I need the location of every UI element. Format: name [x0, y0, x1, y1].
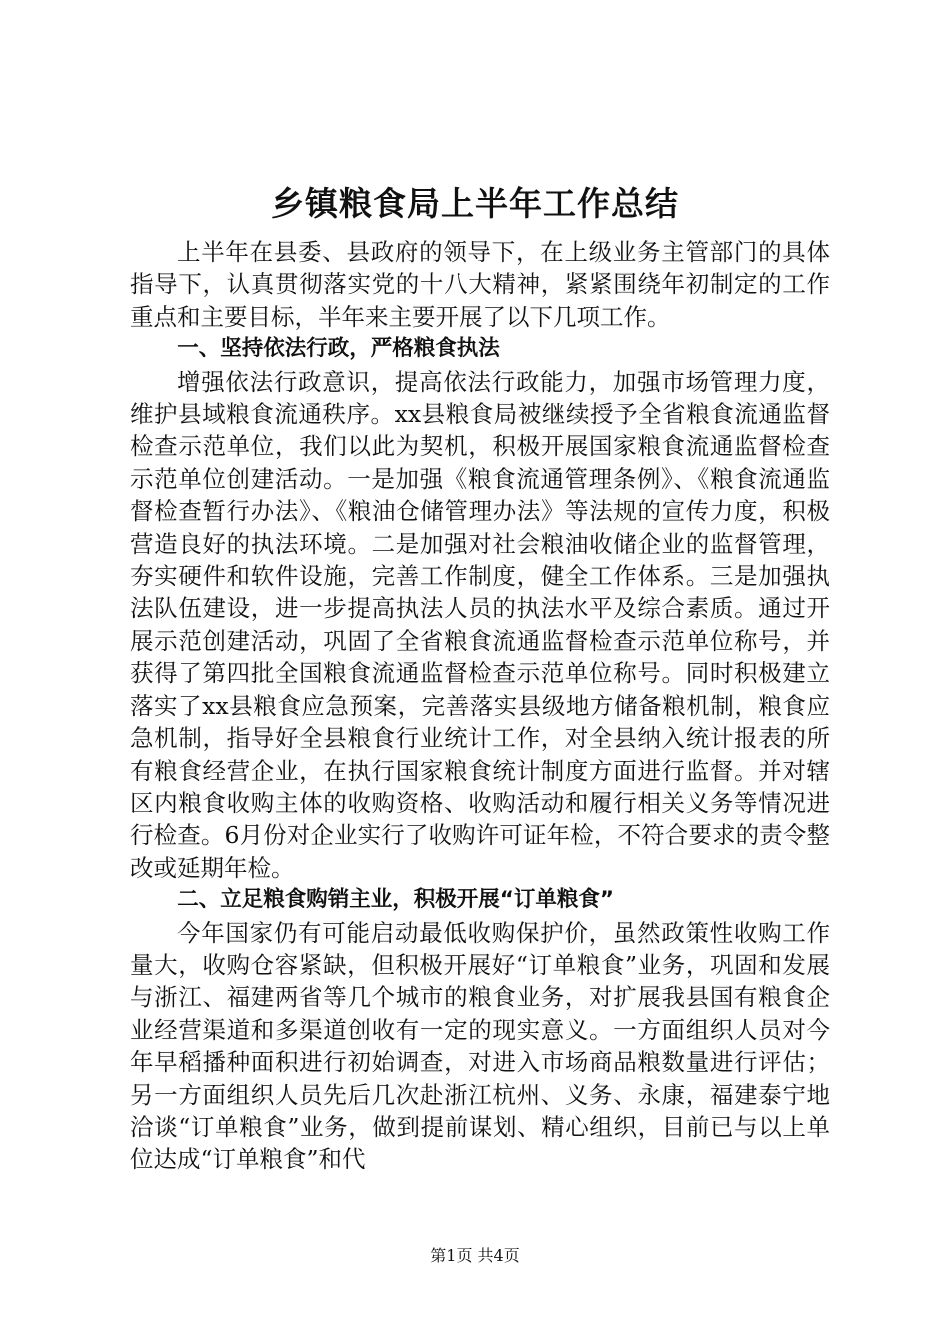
- document-body: [130, 236, 830, 1176]
- document-title: 乡镇粮食局上半年工作总结: [271, 184, 679, 223]
- section-heading-1: 一、坚持依法行政，严格粮食执法: [177, 336, 500, 362]
- intro-paragraph: 上半年在县委、县政府的领导下，在上级业务主管部门的具体指导下，认真贯彻落实党的十八大精神，紧紧围绕年初制定的工作重点和主要目标，半年来主要开展了以下几项工作。: [130, 238, 830, 331]
- section-paragraph-2: 今年国家仍有可能启动最低收购保护价，虽然政策性收购工作量大，收购仓容紧缺，但积极开展好“订单粮食”业务，巩固和发展与浙江、福建两省等几个城市的粮食业务，对扩展我县国有粮食企业经营渠道和多渠道创收有一定的现实意义。一方面组织人员对今年早稻播种面积进行初始调查，对进入市场商品粮数量进行评估；另一方面组织人员先后几次赴浙江杭州、义务、永康，福建泰宁地洽谈“订单粮食”业务，做到提前谋划、精心组织，目前已与以上单位达成“订单粮食”和代: [130, 918, 830, 1174]
- section-heading-2: 二、立足粮食购销主业，积极开展“订单粮食”: [177, 887, 615, 913]
- page-footer: 第1页 共4页: [430, 1246, 520, 1265]
- section-paragraph-1: 增强依法行政意识，提高依法行政能力，加强市场管理力度，维护县域粮食流通秩序。xx县粮食局被继续授予全省粮食流通监督检查示范单位，我们以此为契机，积极开展国家粮食流通监督检查示范单位创建活动。一是加强《粮食流通管理条例》、《粮食流通监督检查暂行办法》、《粮油仓储管理办法》等法规的宣传力度，积极营造良好的执法环境。二是加强对社会粮油收储企业的监督管理，夯实硬件和软件设施，完善工作制度，健全工作体系。三是加强执法队伍建设，进一步提高执法人员的执法水平及综合素质。通过开展示范创建活动，巩固了全省粮食流通监督检查示范单位称号，并获得了第四批全国粮食流通监督检查示范单位称号。同时积极建立落实了xx县粮食应急预案，完善落实县级地方储备粮机制，粮食应急机制，指导好全县粮食行业统计工作，对全县纳入统计报表的所有粮食经营企业，在执行国家粮食统计制度方面进行监督。并对辖区内粮食收购主体的收购资格、收购活动和履行相关义务等情况进行检查。6月份对企业实行了收购许可证年检，不符合要求的责令整改或延期年检。: [130, 367, 830, 882]
